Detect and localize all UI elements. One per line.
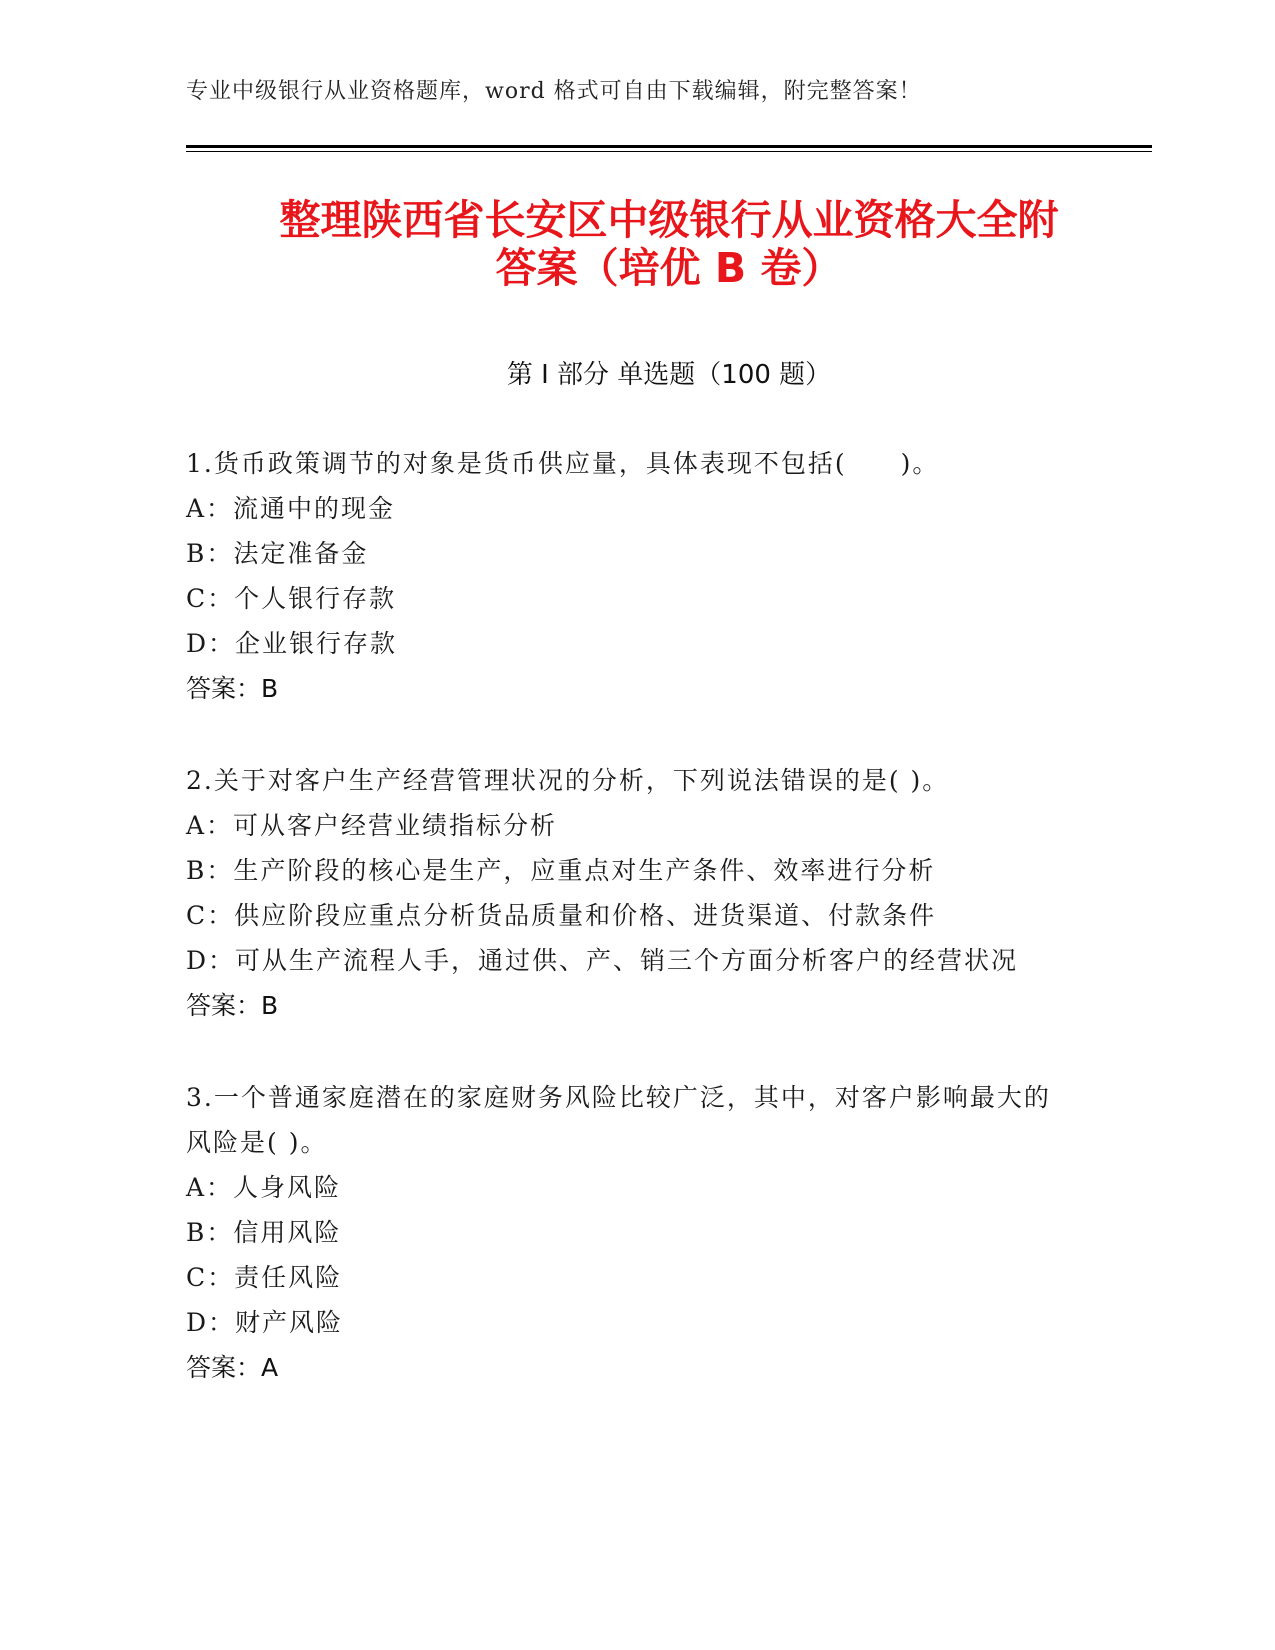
header-rule-thick <box>186 145 1152 148</box>
answer: 答案：B <box>186 674 279 703</box>
option-a: A：可从客户经营业绩指标分析 <box>186 811 558 840</box>
question-stem: 2.关于对客户生产经营管理状况的分析，下列说法错误的是( )。 <box>186 766 950 795</box>
option-b: B：生产阶段的核心是生产，应重点对生产条件、效率进行分析 <box>186 856 936 885</box>
option-b: B：信用风险 <box>186 1218 342 1247</box>
option-c: C：个人银行存款 <box>186 584 397 613</box>
document-title-line-2: 答案（培优 B 卷） <box>495 244 843 292</box>
option-c: C：供应阶段应重点分析货品质量和价格、进货渠道、付款条件 <box>186 901 937 930</box>
document-title-line-1: 整理陕西省长安区中级银行从业资格大全附 <box>279 196 1059 244</box>
document-title <box>186 196 1152 292</box>
option-a: A：人身风险 <box>186 1173 342 1202</box>
question-1 <box>186 441 1066 711</box>
answer: 答案：B <box>186 991 279 1020</box>
question-2 <box>186 758 1066 1028</box>
question-stem: 1.货币政策调节的对象是货币供应量，具体表现不包括( )。 <box>186 449 940 478</box>
section-title: 第 I 部分 单选题（100 题） <box>506 360 832 390</box>
header-note: 专业中级银行从业资格题库，word 格式可自由下载编辑，附完整答案！ <box>186 79 922 104</box>
question-stem: 3.一个普通家庭潜在的家庭财务风险比较广泛，其中，对客户影响最大的风险是( )。 <box>186 1083 1051 1157</box>
question-3 <box>186 1075 1066 1390</box>
option-d: D：财产风险 <box>186 1308 344 1337</box>
option-d: D：企业银行存款 <box>186 629 398 658</box>
option-b: B：法定准备金 <box>186 539 369 568</box>
option-d: D：可从生产流程人手，通过供、产、销三个方面分析客户的经营状况 <box>186 946 1019 975</box>
option-c: C：责任风险 <box>186 1263 343 1292</box>
answer: 答案：A <box>186 1353 279 1382</box>
option-a: A：流通中的现金 <box>186 494 396 523</box>
header-rule-thin <box>186 151 1152 152</box>
